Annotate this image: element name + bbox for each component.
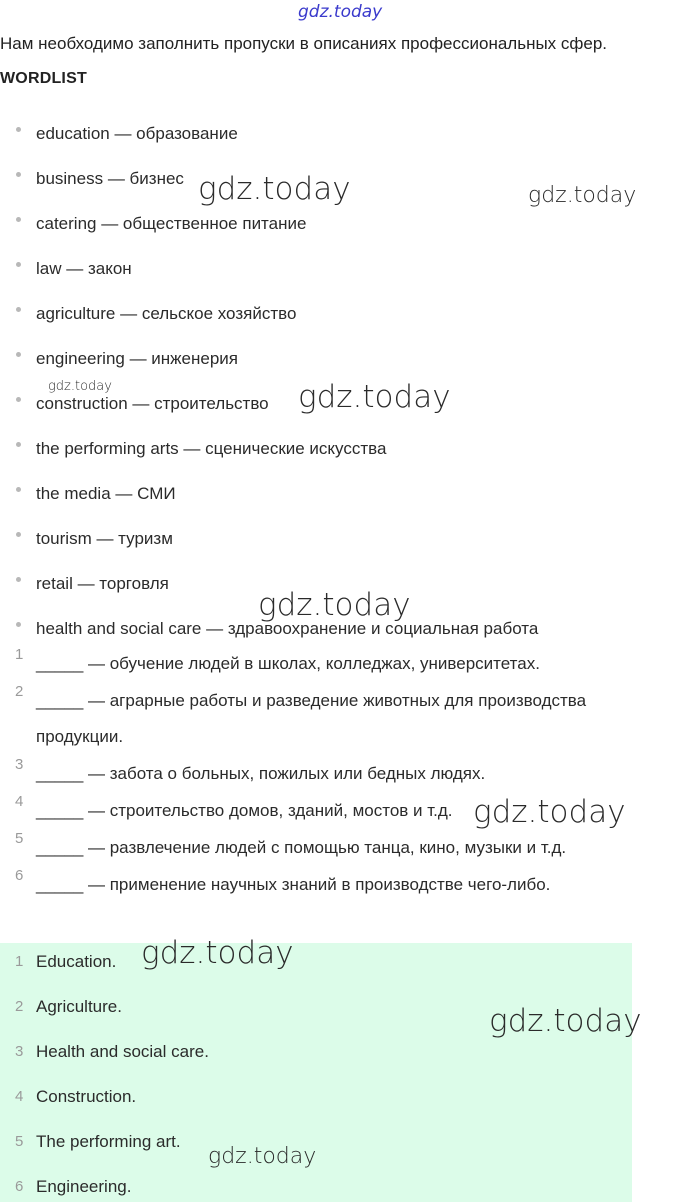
answer-number: 4 (15, 1088, 24, 1105)
watermark: gdz.today (48, 379, 112, 394)
wordlist-item: the media — СМИ (0, 478, 680, 523)
watermark: gdz.today (528, 183, 637, 208)
answer-item (0, 1035, 632, 1080)
answer-item (0, 1080, 632, 1125)
answer-item (0, 945, 632, 990)
intro-text: Нам необходимо заполнить пропуски в описаниях профессиональных сфер. (0, 34, 608, 53)
bullet-dot (16, 262, 21, 267)
watermark: gdz.today (473, 794, 626, 830)
bullet-dot (16, 442, 21, 447)
wordlist-item: education — образование (0, 118, 680, 163)
watermark: gdz.today (489, 1003, 642, 1039)
task-item (0, 863, 680, 908)
task-number: 6 (15, 867, 24, 884)
wordlist-item: retail — торговля (0, 568, 680, 613)
answer-text: The performing art. (36, 1132, 181, 1151)
watermark-top: gdz.today (298, 2, 383, 22)
wordlist-item: construction — строительство (0, 388, 680, 433)
task-text: _____ — применение научных знаний в производстве чего-либо. (36, 875, 551, 894)
task-text: _____ — аграрные работы и разведение животных для производства продукции. (36, 691, 587, 746)
bullet-dot (16, 487, 21, 492)
wordlist-heading: WORDLIST (0, 70, 87, 87)
answer-number: 5 (15, 1133, 24, 1150)
bullet-dot (16, 172, 21, 177)
bullet-dot (16, 622, 21, 627)
task-text: _____ — строительство домов, зданий, мостов и т.д. (36, 801, 453, 820)
watermark: gdz.today (258, 587, 411, 623)
watermark: gdz.today (198, 171, 351, 207)
watermark: gdz.today (141, 935, 294, 971)
watermark: gdz.today (298, 379, 451, 415)
wordlist-item: law — закон (0, 253, 680, 298)
task-list (0, 646, 680, 908)
wordlist-item: catering — общественное питание (0, 208, 680, 253)
answer-text: Agriculture. (36, 997, 122, 1016)
bullet-dot (16, 217, 21, 222)
wordlist-item: agriculture — сельское хозяйство (0, 298, 680, 343)
bullet-dot (16, 307, 21, 312)
bullet-dot (16, 397, 21, 402)
answer-text: Education. (36, 952, 117, 971)
answer-text: Health and social care. (36, 1042, 209, 1061)
wordlist-item: engineering — инженерия (0, 343, 680, 388)
task-item (0, 679, 680, 760)
task-text: _____ — обучение людей в школах, колледжах, университетах. (36, 654, 540, 673)
bullet-dot (16, 577, 21, 582)
task-number: 3 (15, 756, 24, 773)
watermark: gdz.today (208, 1144, 317, 1169)
answer-number: 3 (15, 1043, 24, 1060)
task-text: _____ — развлечение людей с помощью танца, кино, музыки и т.д. (36, 838, 567, 857)
task-number: 2 (15, 683, 24, 700)
wordlist-item: business — бизнес (0, 163, 680, 208)
answer-text: Engineering. (36, 1177, 132, 1196)
wordlist-item: health and social care — здравоохранение и социальная работа (0, 613, 680, 658)
task-number: 1 (15, 646, 24, 663)
task-text: _____ — забота о больных, пожилых или бедных людях. (36, 764, 486, 783)
bullet-dot (16, 352, 21, 357)
answer-text: Construction. (36, 1087, 137, 1106)
answer-item (0, 1170, 632, 1202)
answer-number: 6 (15, 1178, 24, 1195)
answer-number: 2 (15, 998, 24, 1015)
bullet-dot (16, 127, 21, 132)
wordlist-item: tourism — туризм (0, 523, 680, 568)
task-number: 5 (15, 830, 24, 847)
task-number: 4 (15, 793, 24, 810)
wordlist-item: the performing arts — сценические искусства (0, 433, 680, 478)
wordlist (0, 118, 680, 658)
answer-number: 1 (15, 953, 24, 970)
bullet-dot (16, 532, 21, 537)
